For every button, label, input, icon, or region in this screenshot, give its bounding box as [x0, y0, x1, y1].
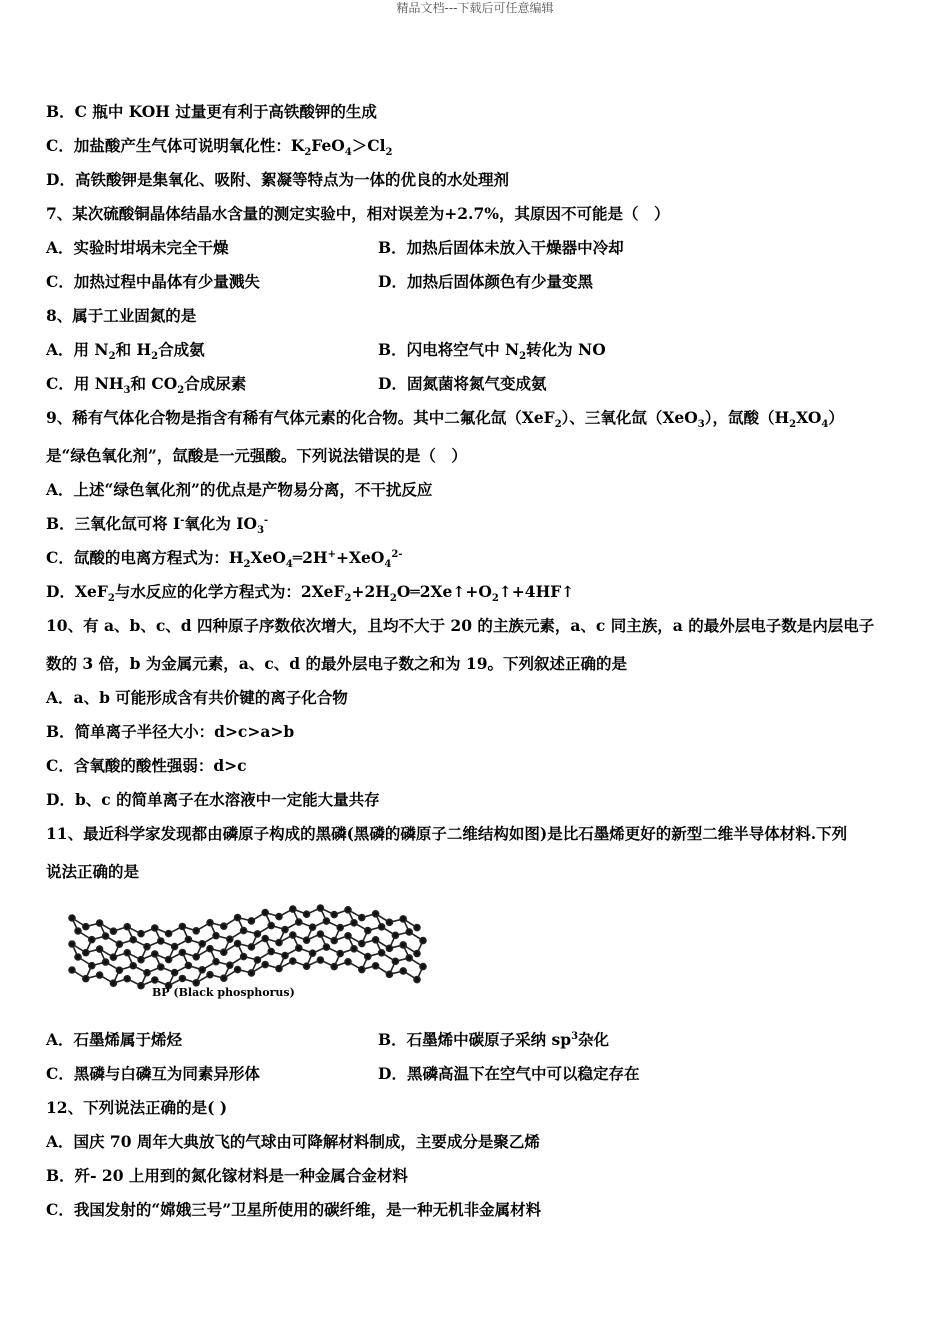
- phosphorus-atom: [386, 945, 392, 951]
- phosphorus-atom: [199, 967, 205, 973]
- phosphorus-atom: [221, 949, 227, 955]
- phosphorus-atom: [124, 976, 130, 982]
- q8-option-c: C．用 $NH_3$和 $CO_2$合成尿素: [46, 374, 247, 397]
- phosphorus-atom: [124, 924, 130, 930]
- q7-option-a: A．实验时坩埚未完全干燥: [46, 238, 229, 257]
- phosphorus-atom: [406, 929, 412, 935]
- phosphorus-atom: [323, 944, 329, 950]
- phosphorus-atom: [213, 959, 219, 965]
- phosphorus-atom: [207, 972, 213, 978]
- phosphorus-atom: [166, 931, 172, 937]
- phosphorus-atom: [172, 944, 178, 950]
- q12-option-a: A．国庆 70 周年大典放飞的气球由可降解材料制成，主要成分是聚乙烯: [46, 1132, 540, 1151]
- phosphorus-atom: [144, 944, 150, 950]
- phosphorus-atom: [69, 915, 75, 921]
- phosphorus-atom: [276, 914, 282, 920]
- q12-option-c: C．我国发射的“嫦娥三号”卫星所使用的碳纤维，是一种无机非金属材料: [46, 1200, 542, 1219]
- phosphorus-atom: [420, 964, 426, 970]
- phosphorus-atom: [185, 962, 191, 968]
- q9-stem-line1: 9、稀有气体化合物是指含有稀有气体元素的化合物。其中二氟化氙（XeF$_2$）、三氧化氙（XeO$_3$），氙酸$(H_2XO_4)$: [46, 408, 844, 431]
- q7-option-c: C．加热过程中晶体有少量溅失: [46, 272, 260, 291]
- phosphorus-atom: [207, 946, 213, 952]
- phosphorus-atom: [379, 924, 385, 930]
- phosphorus-atom: [158, 964, 164, 970]
- phosphorus-atom: [69, 967, 75, 973]
- phosphorus-atom: [400, 968, 406, 974]
- phosphorus-atom: [310, 924, 316, 930]
- phosphorus-atom: [310, 950, 316, 956]
- phosphorus-atom: [248, 918, 254, 924]
- q7-stem: 7、某次硫酸铜晶体结晶水含量的测定实验中，相对误差为+2.7%，其原因不可能是（ ）: [46, 204, 670, 223]
- phosphorus-atom: [386, 919, 392, 925]
- q6-option-d: D．高铁酸钾是集氧化、吸附、絮凝等特点为一体的优良的水处理剂: [46, 170, 509, 189]
- phosphorus-atom: [414, 951, 420, 957]
- phosphorus-atom: [235, 967, 241, 973]
- phosphorus-atom: [227, 962, 233, 968]
- phosphorus-atom: [345, 933, 351, 939]
- phosphorus-atom: [304, 963, 310, 969]
- q6-option-c: C．加盐酸产生气体可说明氧化性：$K_2FeO_4>Cl_2$: [46, 136, 393, 159]
- phosphorus-atom: [97, 920, 103, 926]
- phosphorus-atom: [248, 944, 254, 950]
- phosphorus-atom: [406, 955, 412, 961]
- phosphorus-atom: [138, 931, 144, 937]
- phosphorus-atom: [254, 957, 260, 963]
- phosphorus-atom: [97, 946, 103, 952]
- q11-stem-line1: 11、最近科学家发现都由磷原子构成的黑磷(黑磷的磷原子二维结构如图)是比石墨烯更好的新型二维半导体材料.下列: [46, 824, 848, 843]
- phosphorus-atom: [221, 975, 227, 981]
- phosphorus-atom: [103, 933, 109, 939]
- phosphorus-atom: [268, 949, 274, 955]
- phosphorus-atom: [193, 980, 199, 986]
- phosphorus-atom: [97, 972, 103, 978]
- phosphorus-atom: [83, 976, 89, 982]
- q11-stem-line2: 说法正确的是: [46, 862, 140, 881]
- phosphorus-atom: [331, 938, 337, 944]
- q7-option-b: B．加热后固体未放入干燥器中冷却: [378, 238, 624, 257]
- phosphorus-atom: [331, 964, 337, 970]
- q9-option-b: B．三氧化氙可将 I-氧化为 $IO_3^-$: [46, 514, 269, 537]
- q12-stem: 12、下列说法正确的是( ): [46, 1098, 228, 1117]
- phosphorus-atom: [337, 951, 343, 957]
- q11-option-c: C．黑磷与白磷互为同素异形体: [46, 1064, 260, 1083]
- q7-option-d: D．加热后固体颜色有少量变黑: [378, 272, 593, 291]
- q12-option-b: B．歼- 20 上用到的氮化镓材料是一种金属合金材料: [46, 1166, 408, 1185]
- phosphorus-atom: [359, 915, 365, 921]
- phosphorus-atom: [420, 938, 426, 944]
- phosphorus-atom: [290, 906, 296, 912]
- phosphorus-atom: [130, 937, 136, 943]
- phosphorus-atom: [185, 936, 191, 942]
- phosphorus-atom: [304, 937, 310, 943]
- phosphorus-atom: [179, 949, 185, 955]
- phosphorus-atom: [262, 936, 268, 942]
- phosphorus-atom: [179, 975, 185, 981]
- phosphorus-atom: [345, 907, 351, 913]
- phosphorus-atom: [317, 957, 323, 963]
- phosphorus-atom: [83, 924, 89, 930]
- phosphorus-atom: [290, 958, 296, 964]
- phosphorus-atom: [124, 950, 130, 956]
- q8-option-b: B．闪电将空气中 $N_2$转化为 NO: [378, 340, 606, 363]
- phosphorus-atom: [262, 910, 268, 916]
- phosphorus-atom: [75, 954, 81, 960]
- phosphorus-atom: [351, 946, 357, 952]
- phosphorus-atom: [110, 928, 116, 934]
- phosphorus-atom: [144, 970, 150, 976]
- phosphorus-atom: [138, 957, 144, 963]
- phosphorus-atom: [130, 963, 136, 969]
- phosphorus-atom: [193, 928, 199, 934]
- phosphorus-atom: [166, 957, 172, 963]
- q11-option-b: B．石墨烯中碳原子采纳 $sp^3$杂化: [378, 1030, 610, 1049]
- phosphorus-atom: [241, 928, 247, 934]
- phosphorus-atom: [235, 941, 241, 947]
- phosphorus-atom: [254, 931, 260, 937]
- phosphorus-atom: [296, 945, 302, 951]
- phosphorus-atom: [351, 920, 357, 926]
- phosphorus-atom: [75, 928, 81, 934]
- phosphorus-atom: [323, 918, 329, 924]
- phosphorus-atom: [221, 923, 227, 929]
- phosphorus-atom: [392, 958, 398, 964]
- phosphorus-atom: [304, 911, 310, 917]
- phosphorus-atom: [213, 933, 219, 939]
- phosphorus-atom: [359, 941, 365, 947]
- phosphorus-atom: [83, 950, 89, 956]
- q10-option-a: A．a、b 可能形成含有共价键的离子化合物: [46, 688, 348, 707]
- phosphorus-atom: [379, 950, 385, 956]
- q10-option-b: B．简单离子半径大小：d>c>a>b: [46, 722, 295, 741]
- phosphorus-atom: [110, 980, 116, 986]
- phosphorus-atom: [199, 941, 205, 947]
- phosphorus-atom: [331, 912, 337, 918]
- phosphorus-atom: [276, 966, 282, 972]
- phosphorus-atom: [116, 941, 122, 947]
- phosphorus-atom: [268, 923, 274, 929]
- q9-option-d: D．XeF$_2$与水反应的化学方程式为：$2XeF_2+2H_2O═2Xe↑+O_2↑+4HF↑$: [46, 582, 575, 605]
- q9-option-c: C．氙酸的电离方程式为：$H_2XeO_4═2H^++XeO_4^{2-}$: [46, 548, 403, 571]
- phosphorus-atom: [296, 919, 302, 925]
- phosphorus-atom: [152, 951, 158, 957]
- q10-option-d: D．b、c 的简单离子在水溶液中一定能大量共存: [46, 790, 380, 809]
- phosphorus-atom: [89, 963, 95, 969]
- phosphorus-atom: [373, 937, 379, 943]
- phosphorus-atom: [365, 954, 371, 960]
- phosphorus-atom: [400, 942, 406, 948]
- phosphorus-atom: [373, 911, 379, 917]
- phosphorus-atom: [89, 937, 95, 943]
- phosphorus-atom: [248, 970, 254, 976]
- phosphorus-atom: [282, 927, 288, 933]
- phosphorus-atom: [317, 905, 323, 911]
- phosphorus-atom: [152, 977, 158, 983]
- phosphorus-atom: [138, 983, 144, 989]
- phosphorus-atom: [373, 963, 379, 969]
- phosphorus-atom: [158, 938, 164, 944]
- phosphorus-atom: [282, 953, 288, 959]
- phosphorus-atom: [337, 925, 343, 931]
- phosphorus-atom: [179, 923, 185, 929]
- q6-option-b: B．C 瓶中 KOH 过量更有利于高铁酸钾的生成: [46, 102, 377, 121]
- phosphorus-atom: [116, 967, 122, 973]
- q9-stem-line2: 是“绿色氧化剂”，氙酸是一元强酸。下列说法错误的是（ ）: [46, 446, 467, 465]
- figure-caption: BP (Black phosphorus): [152, 986, 295, 999]
- q8-stem: 8、属于工业固氮的是: [46, 306, 197, 325]
- q10-option-c: C．含氧酸的酸性强弱：d>c: [46, 756, 247, 775]
- phosphorus-atom: [400, 916, 406, 922]
- phosphorus-atom: [414, 925, 420, 931]
- phosphorus-atom: [207, 920, 213, 926]
- phosphorus-atom: [103, 959, 109, 965]
- q10-stem-line2: 数的 3 倍，b 为金属元素，a、c、d 的最外层电子数之和为 19。下列叙述正确的是: [46, 654, 627, 673]
- phosphorus-atom: [110, 954, 116, 960]
- phosphorus-atom: [414, 977, 420, 983]
- q9-option-a: A．上述“绿色氧化剂”的优点是产物易分离，不干扰反应: [46, 480, 433, 499]
- phosphorus-atom: [345, 959, 351, 965]
- phosphorus-atom: [152, 925, 158, 931]
- q10-stem-line1: 10、有 a、b、c、d 四种原子序数依次增大，且均不大于 20 的主族元素，a、c 同主族，a 的最外层电子数是内层电子: [46, 616, 875, 635]
- phosphorus-atom: [262, 962, 268, 968]
- phosphorus-atom: [359, 967, 365, 973]
- phosphorus-atom: [276, 940, 282, 946]
- phosphorus-atom: [172, 970, 178, 976]
- phosphorus-atom: [193, 954, 199, 960]
- phosphorus-atom: [386, 971, 392, 977]
- q8-option-d: D．固氮菌将氮气变成氨: [378, 374, 547, 393]
- phosphorus-atom: [290, 932, 296, 938]
- phosphorus-atom: [235, 915, 241, 921]
- phosphorus-atom: [227, 936, 233, 942]
- phosphorus-atom: [241, 954, 247, 960]
- page-header: 精品文档---下载后可任意编辑: [396, 1, 554, 15]
- phosphorus-atom: [365, 928, 371, 934]
- q11-option-d: D．黑磷高温下在空气中可以稳定存在: [378, 1064, 640, 1083]
- q8-option-a: A．用 $N_2$和 $H_2$合成氨: [46, 340, 205, 363]
- q11-option-a: A．石墨烯属于烯烃: [46, 1030, 183, 1049]
- phosphorus-atom: [392, 932, 398, 938]
- phosphorus-atom: [317, 931, 323, 937]
- phosphorus-atom: [69, 941, 75, 947]
